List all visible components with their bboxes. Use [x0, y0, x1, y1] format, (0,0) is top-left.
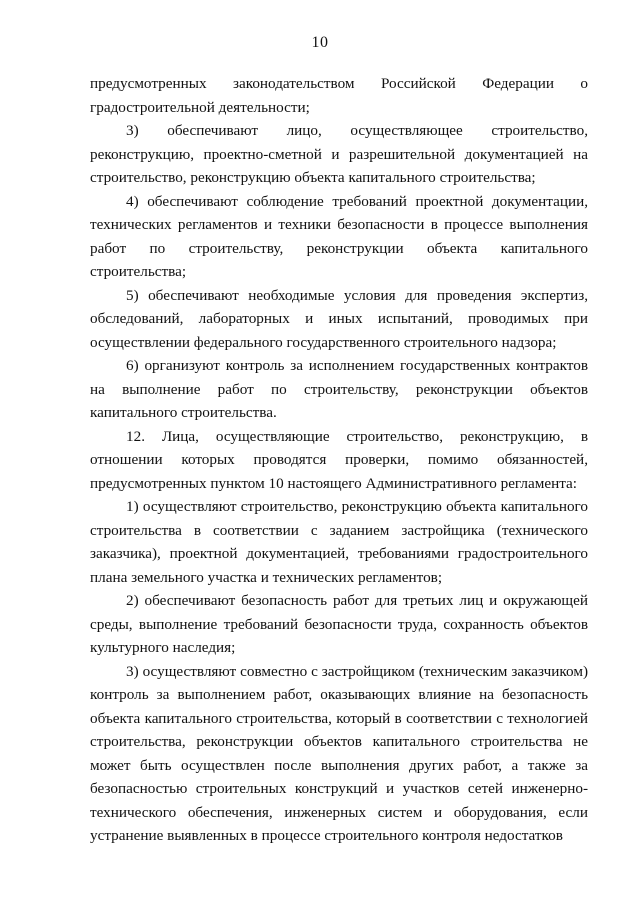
paragraph-section-12-item-1: 1) осуществляют строительство, реконструкцию объекта капитального строительства в соответствии с заданием застройщика (технического заказчика), проектной документацией, требованиями градостроительного плана земельного участка и технических регламентов;	[90, 498, 588, 586]
paragraph-section-12: 12. Лица, осуществляющие строительство, реконструкцию, в отношении которых проводятся проверки, помимо обязанностей, предусмотренных пунктом 10 настоящего Административного регламента:	[90, 427, 588, 492]
paragraph-item-6: 6) организуют контроль за исполнением государственных контрактов на выполнение работ по строительству, реконструкции объектов капитального строительства.	[90, 357, 588, 421]
page-number: 10	[311, 34, 329, 51]
paragraph-continuation: предусмотренных законодательством Российской Федерации о градостроительной деятельности;	[90, 75, 588, 116]
document-body	[90, 72, 588, 848]
paragraph-item-5: 5) обеспечивают необходимые условия для проведения экспертиз, обследований, лабораторных и иных испытаний, проводимых при осуществлении федерального государственного строительного надзора;	[90, 286, 588, 351]
paragraph-section-12-item-2: 2) обеспечивают безопасность работ для третьих лиц и окружающей среды, выполнение требований безопасности труда, сохранность объектов культурного наследия;	[90, 592, 588, 656]
paragraph-item-3: 3) обеспечивают лицо, осуществляющее строительство, реконструкцию, проектно-сметной и разрешительной документацией на строительство, реконструкцию объекта капитального строительства;	[90, 122, 588, 186]
paragraph-section-12-item-3: 3) осуществляют совместно с застройщиком (техническим заказчиком) контроль за выполнением работ, оказывающих влияние на безопасность объекта капитального строительства, который в соответствии с технологией строительства, реконструкции объектов капитального строительства не может быть осуществлен после выполнения других работ, а также за безопасностью строительных конструкций и участков сетей инженерно-технического обеспечения, инженерных систем и оборудования, если устранение выявленных в процессе строительного контроля недостатков	[90, 662, 588, 844]
paragraph-item-4: 4) обеспечивают соблюдение требований проектной документации, технических регламентов и техники безопасности в процессе выполнения работ по строительству, реконструкции объекта капитального строительства;	[90, 192, 588, 280]
